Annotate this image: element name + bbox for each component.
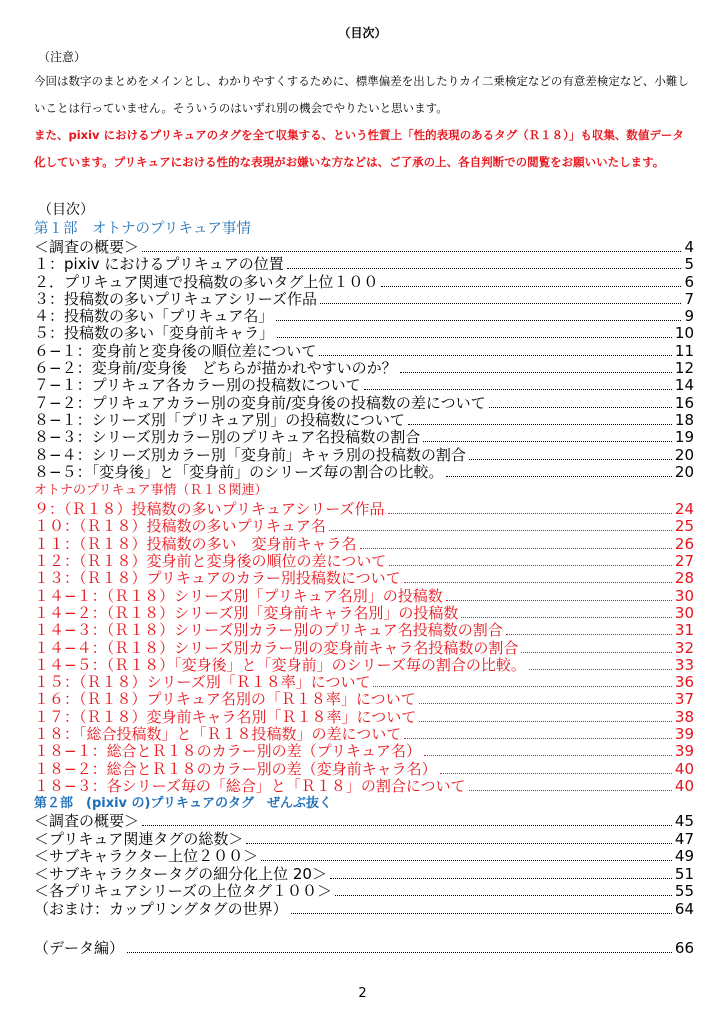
toc-entry-leader [521, 651, 672, 653]
toc-entry-page: 28 [674, 569, 694, 588]
toc-entry-page: 6 [684, 272, 694, 291]
toc-entry-label: ２．プリキュア関連で投稿数の多いタグ上位１００ [34, 272, 379, 291]
toc-entry[interactable] [34, 429, 694, 446]
toc-entry-page: 31 [674, 621, 694, 640]
toc-entry-label: １１：（Ｒ１８）投稿数の多い 変身前キャラ名 [34, 534, 357, 553]
toc-entry-leader [277, 336, 672, 338]
toc-entry-label: ８−５：「変身後」と「変身前」のシリーズ毎の割合の比較。 [34, 462, 444, 481]
toc-entry-label: ＜サブキャラクタータグの細分化上位 20＞ [34, 864, 327, 883]
toc-entry-label: ８−１：シリーズ別「プリキュア別」の投稿数について [34, 410, 405, 429]
toc-entry-leader [127, 951, 672, 953]
toc-entry-page: 30 [674, 603, 694, 622]
toc-entry-page: 47 [674, 829, 694, 848]
toc-entry-page: 19 [674, 428, 694, 447]
toc-entry[interactable] [34, 866, 694, 884]
toc-entry-label: （データ編） [34, 939, 125, 958]
toc-entry[interactable] [34, 622, 694, 639]
toc-entry[interactable] [34, 588, 694, 605]
toc-entry-leader [419, 720, 672, 722]
toc-entry-label: １８：「総合投稿数」と「Ｒ１８投稿数」の差について [34, 725, 402, 744]
toc-entry-label: ５：投稿数の多い「変身前キャラ」 [34, 324, 275, 343]
toc-entry-page: 32 [674, 638, 694, 657]
toc-entry-leader [360, 547, 672, 549]
toc-entry[interactable] [34, 325, 694, 342]
toc-entry[interactable] [34, 256, 694, 273]
toc-entry-leader [389, 564, 672, 566]
toc-entry-page: 12 [674, 359, 694, 378]
toc-entry[interactable] [34, 691, 694, 708]
toc-entry-label: １２：（Ｒ１８）変身前と変身後の順位の差について [34, 552, 387, 571]
toc-entry[interactable] [34, 674, 694, 691]
toc-entry-page: 25 [674, 517, 694, 536]
toc-entry-label: ９：（Ｒ１８）投稿数の多いプリキュアシリーズ作品 [34, 500, 385, 519]
toc-entry-leader [261, 859, 672, 861]
r18-entry-list [34, 501, 694, 795]
toc-entry-label: １４−２：（Ｒ１８）シリーズ別「変身前キャラ名別」の投稿数 [34, 603, 459, 622]
toc-entry[interactable] [34, 883, 694, 901]
toc-entry-page: 45 [674, 812, 694, 831]
toc-entry[interactable] [34, 709, 694, 726]
toc-entry-leader [364, 388, 672, 390]
toc-entry[interactable] [34, 501, 694, 518]
toc-entry-leader [319, 354, 672, 356]
toc-entry-page: 16 [674, 393, 694, 412]
toc-entry-page: 39 [674, 742, 694, 761]
toc-entry-leader [419, 702, 672, 704]
toc-entry-leader [408, 423, 672, 425]
toc-entry-label: １３：（Ｒ１８）プリキュアのカラー別投稿数について [34, 569, 401, 588]
toc-entry-leader [404, 581, 672, 583]
part2-entry-list [34, 813, 694, 918]
toc-entry-page: 24 [674, 500, 694, 519]
toc-entry[interactable] [34, 239, 694, 256]
toc-entry-leader [142, 250, 681, 252]
toc-entry-leader [404, 737, 672, 739]
part1-heading: 第１部 オトナのプリキュア事情 [34, 221, 251, 237]
toc-entry[interactable] [34, 274, 694, 291]
toc-entry[interactable] [34, 343, 694, 360]
toc-entry-leader [506, 633, 672, 635]
toc-entry-leader [373, 685, 671, 687]
toc-entry-label: ６−２：変身前/変身後 どちらが描かれやすいのか？ [34, 359, 397, 378]
toc-entry-leader [287, 267, 682, 269]
toc-entry-label: １４−３：（Ｒ１８）シリーズ別カラー別のプリキュア名投稿数の割合 [34, 621, 503, 640]
toc-entry-label: １０：（Ｒ１８）投稿数の多いプリキュア名 [34, 517, 326, 536]
toc-entry-label: ８−３：シリーズ別カラー別のプリキュア名投稿数の割合 [34, 428, 421, 447]
toc-entry-page: 38 [674, 707, 694, 726]
toc-entry[interactable] [34, 848, 694, 866]
toc-entry-leader [469, 458, 672, 460]
toc-entry[interactable] [34, 743, 694, 760]
toc-entry[interactable] [34, 553, 694, 570]
toc-entry-label: ３：投稿数の多いプリキュアシリーズ作品 [34, 289, 318, 308]
toc-entry[interactable] [34, 464, 694, 481]
toc-entry-leader [388, 512, 672, 514]
toc-entry-leader [529, 668, 672, 670]
toc-entry-page: 11 [674, 341, 694, 360]
toc-entry-label: １７：（Ｒ１８）変身前キャラ名別「Ｒ１８率」について [34, 707, 417, 726]
toc-entry[interactable] [34, 360, 694, 377]
toc-entry-label: ＜サブキャラクター上位２００＞ [34, 847, 259, 866]
toc-entry-leader [489, 406, 672, 408]
toc-entry-leader [142, 824, 672, 826]
toc-entry-label: ＜各プリキュアシリーズの上位タグ１００＞ [34, 882, 333, 901]
toc-entry-page: 40 [674, 759, 694, 778]
toc-entry-label: １８−１：総合とＲ１８のカラー別の差（プリキュア名） [34, 742, 421, 761]
toc-entry-label: １４−４：（Ｒ１８）シリーズ別カラー別の変身前キャラ名投稿数の割合 [34, 638, 519, 657]
toc-entry[interactable] [34, 570, 694, 587]
toc-entry[interactable] [34, 536, 694, 553]
toc-entry-label: ８−４：シリーズ別カラー別「変身前」キャラ別の投稿数の割合 [34, 445, 466, 464]
toc-entry-label: ７−２：プリキュアカラー別の変身前/変身後の投稿数の差について [34, 393, 486, 412]
toc-entry-leader [446, 599, 672, 601]
toc-entry-page: 27 [674, 552, 694, 571]
toc-entry[interactable] [34, 831, 694, 849]
toc-entry-leader [335, 894, 672, 896]
toc-entry-leader [400, 371, 672, 373]
toc-entry-page: 64 [674, 899, 694, 918]
toc-entry-leader [446, 475, 672, 477]
page-header: （目次） [338, 26, 387, 40]
toc-entry[interactable] [34, 778, 694, 795]
toc-entry[interactable] [34, 518, 694, 535]
toc-entry-leader [424, 754, 672, 756]
toc-entry-leader [381, 285, 681, 287]
toc-entry-page: 5 [684, 255, 694, 274]
toc-entry-page: 18 [674, 410, 694, 429]
toc-entry-page: 30 [674, 586, 694, 605]
toc-entry-leader [329, 529, 672, 531]
toc-entry-page: 51 [674, 864, 694, 883]
toc-entry-page: 10 [674, 324, 694, 343]
toc-entry[interactable] [34, 761, 694, 778]
toc-entry[interactable] [34, 308, 694, 325]
notice-paragraph-summary: 今回は数字のまとめをメインとし、わかりやすくするために、標準偏差を出したりカイ二乗検定などの有意差検定など、小難しいことは行っていません。そういうのはいずれ別の機会でやりたいと思います。 [34, 74, 689, 115]
toc-entry-label: １：pixiv におけるプリキュアの位置 [34, 255, 284, 274]
toc-entry[interactable] [34, 813, 694, 831]
toc-entry-data-appendix[interactable] [34, 940, 694, 957]
toc-entry-label: （おまけ：カップリングタグの世界） [34, 899, 288, 918]
toc-entry-label: １５：（Ｒ１８）シリーズ別「Ｒ１８率」について [34, 673, 371, 692]
toc-entry-label: ＜調査の概要＞ [34, 238, 140, 256]
toc-entry[interactable] [34, 901, 694, 919]
toc-entry[interactable] [34, 377, 694, 394]
toc-entry-label: ７−１：プリキュア各カラー別の投稿数について [34, 376, 361, 395]
toc-entry[interactable] [34, 640, 694, 657]
toc-entry-label: １８−２：総合とＲ１８のカラー別の差（変身前キャラ名） [34, 759, 437, 778]
toc-entry[interactable] [34, 412, 694, 429]
toc-entry-label: ４：投稿数の多い「プリキュア名」 [34, 307, 274, 326]
toc-entry-leader [330, 877, 672, 879]
table-of-contents [34, 200, 694, 958]
toc-entry-leader [423, 440, 672, 442]
toc-entry-page: 9 [684, 307, 694, 326]
toc-entry[interactable] [34, 291, 694, 308]
toc-entry[interactable] [34, 395, 694, 412]
toc-entry[interactable] [34, 605, 694, 622]
toc-entry-leader [276, 319, 681, 321]
toc-entry-page: 14 [674, 376, 694, 395]
notice-paragraph-r18-warning: また、pixiv におけるプリキュアのタグを全て収集する、という性質上「性的表現のあるタグ（Ｒ１８）」も収集、数値データ化しています。プリキュアにおける性的な表現がお嫌いな方などは、ご了承の上、各自判断での閲覧をお願いいたします。 [34, 128, 684, 169]
toc-entry[interactable] [34, 726, 694, 743]
notice-title: （注意） [38, 50, 87, 64]
toc-entry-page: 20 [674, 445, 694, 464]
toc-entry-label: １４−１：（Ｒ１８）シリーズ別「プリキュア名別」の投稿数 [34, 586, 443, 605]
toc-entry-label: ＜調査の概要＞ [34, 812, 140, 831]
toc-entry-page: 55 [674, 882, 694, 901]
toc-entry-page: 40 [674, 776, 694, 795]
toc-entry-label: １４−５：（Ｒ１８）「変身後」と「変身前」のシリーズ毎の割合の比較。 [34, 655, 526, 674]
notice-section [34, 46, 694, 176]
toc-entry[interactable] [34, 447, 694, 464]
part1-entry-list [34, 239, 694, 481]
toc-entry-page: 66 [674, 939, 694, 958]
toc-entry-page: 39 [674, 725, 694, 744]
toc-entry-label: ６−１：変身前と変身後の順位差について [34, 341, 317, 360]
toc-entry-leader [246, 842, 672, 844]
toc-entry-page: 49 [674, 847, 694, 866]
toc-title: （目次） [38, 202, 94, 218]
toc-entry-label: ＜プリキュア関連タグの総数＞ [34, 829, 244, 848]
r18-section-heading: オトナのプリキュア事情（Ｒ１８関連） [34, 483, 268, 499]
toc-entry[interactable] [34, 657, 694, 674]
toc-entry-leader [469, 789, 672, 791]
part2-heading: 第２部 (pixiv の)プリキュアのタグ ぜんぶ抜く [34, 796, 332, 812]
toc-entry-page: 36 [674, 673, 694, 692]
toc-spacer [34, 918, 694, 940]
toc-entry-leader [461, 616, 672, 618]
toc-entry-page: 37 [674, 690, 694, 709]
toc-entry-page: 26 [674, 534, 694, 553]
toc-entry-leader [320, 302, 681, 304]
toc-entry-label: １８−３：各シリーズ毎の「総合」と「Ｒ１８」の割合について [34, 776, 466, 795]
toc-entry-page: 4 [684, 238, 694, 256]
toc-entry-leader [440, 772, 672, 774]
toc-entry-page: 7 [684, 289, 694, 308]
toc-entry-label: １６：（Ｒ１８）プリキュア名別の「Ｒ１８率」について [34, 690, 416, 709]
toc-entry-leader [291, 912, 672, 914]
page-number: 2 [358, 986, 367, 1001]
toc-entry-page: 33 [674, 655, 694, 674]
toc-entry-page: 20 [674, 462, 694, 481]
